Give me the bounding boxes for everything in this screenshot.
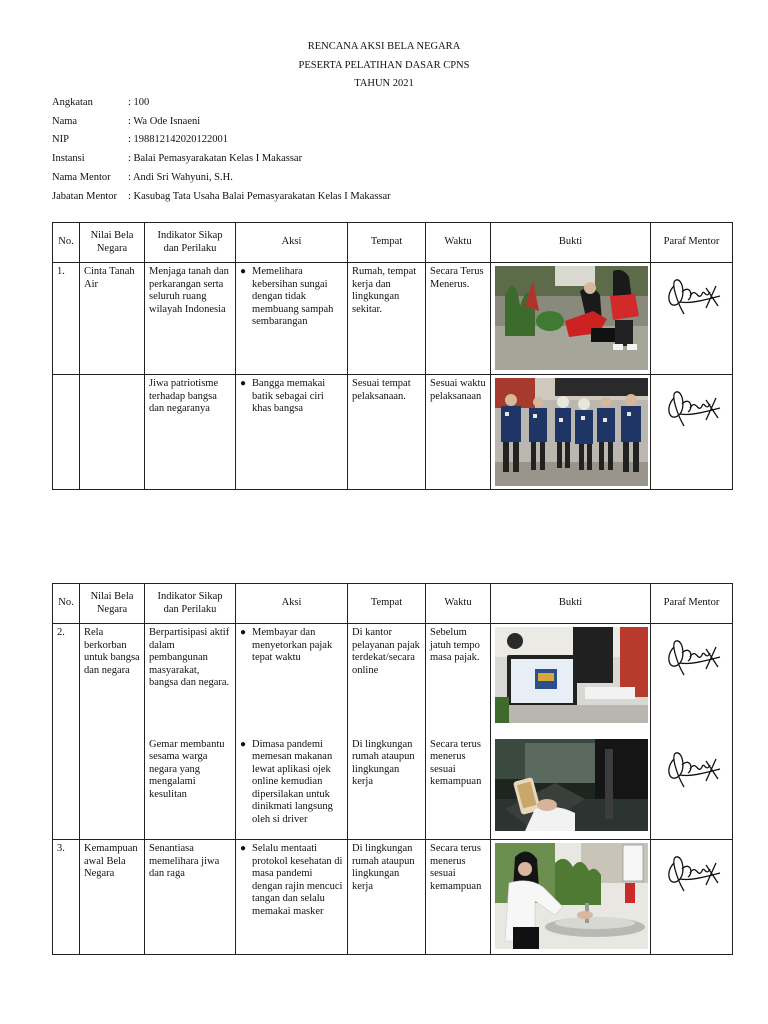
cell-waktu: Sesuai waktu pelaksanaan <box>426 375 491 490</box>
cell-paraf <box>651 840 733 955</box>
table-row <box>53 840 733 955</box>
cell-aksi: ● Memelihara kebersihan sungai dengan tidak membuang sampah sembarangan <box>236 263 348 375</box>
cell-aksi: ● Dimasa pandemi memesan makanan lewat aplikasi ojek online kemudian dipersilakan untuk dinikmati langsung oleh si driver <box>236 736 348 840</box>
doc-title: RENCANA AKSI BELA NEGARA <box>307 41 461 52</box>
cell-indikator: Berpartisipasi aktif dalam pembangunan masyarakat, bangsa dan negara. <box>145 624 236 736</box>
cell-no: 2. <box>53 624 80 840</box>
cell-tempat: Di lingkungan rumah ataupun lingkungan kerja <box>348 736 426 840</box>
cell-tempat: Di lingkungan rumah ataupun lingkungan kerja <box>348 840 426 955</box>
photo-group-batik <box>495 378 648 486</box>
col-paraf: Paraf Mentor <box>651 223 733 263</box>
cell-nilai: Cinta Tanah Air <box>80 263 145 375</box>
cell-tempat: Rumah, tempat kerja dan lingkungan sekitar. <box>348 263 426 375</box>
cell-bukti <box>491 263 651 375</box>
cell-aksi: ● Selalu mentaati protokol kesehatan di masa pandemi dengan rajin mencuci tangan dan selalu memakai masker <box>236 840 348 955</box>
col-tempat: Tempat <box>348 584 426 624</box>
bullet-icon: ● <box>240 378 247 389</box>
signature-icon <box>660 843 724 899</box>
cell-no: 3. <box>53 840 80 955</box>
cell-waktu: Secara terus menerus sesuai kemampuan <box>426 736 491 840</box>
cell-nilai: Kemampuan awal Bela Negara <box>80 840 145 955</box>
col-tempat: Tempat <box>348 223 426 263</box>
cell-paraf <box>651 736 733 840</box>
signature-icon <box>660 378 724 434</box>
cell-paraf <box>651 375 733 490</box>
cell-no <box>53 375 80 490</box>
info-instansi: Instansi : Balai Pemasyarakatan Kelas I Makassar <box>52 153 303 164</box>
col-no: No. <box>53 584 80 624</box>
action-table-2 <box>52 583 733 955</box>
cell-nilai: Rela berkorban untuk bangsa dan negara <box>80 624 145 840</box>
cell-paraf <box>651 263 733 375</box>
col-aksi: Aksi <box>236 584 348 624</box>
cell-aksi: ● Membayar dan menyetorkan pajak tepat waktu <box>236 624 348 736</box>
cell-bukti <box>491 624 651 736</box>
col-waktu: Waktu <box>426 584 491 624</box>
cell-indikator: Senantiasa memelihara jiwa dan raga <box>145 840 236 955</box>
col-nilai: Nilai Bela Negara <box>80 584 145 624</box>
info-nip: NIP : 198812142020122001 <box>52 134 229 145</box>
col-no: No. <box>53 223 80 263</box>
table-header <box>53 223 733 263</box>
cell-no: 1. <box>53 263 80 375</box>
table-row <box>53 375 733 490</box>
cell-bukti <box>491 840 651 955</box>
col-nilai: Nilai Bela Negara <box>80 223 145 263</box>
bullet-icon: ● <box>240 627 247 638</box>
doc-year: TAHUN 2021 <box>354 78 414 89</box>
bullet-icon: ● <box>240 843 247 854</box>
col-paraf: Paraf Mentor <box>651 584 733 624</box>
photo-tax-laptop <box>495 627 648 723</box>
cell-bukti <box>491 375 651 490</box>
cell-tempat: Di kantor pelayanan pajak terdekat/secara online <box>348 624 426 736</box>
col-indikator: Indikator Sikap dan Perilaku <box>145 584 236 624</box>
cell-indikator: Gemar membantu sesama warga negara yang mengalami kesulitan <box>145 736 236 840</box>
photo-ojek-phone <box>495 739 648 831</box>
cell-bukti <box>491 736 651 840</box>
info-angkatan: Angkatan : 100 <box>52 97 150 108</box>
col-bukti: Bukti <box>491 223 651 263</box>
info-nama: Nama : Wa Ode Isnaeni <box>52 116 201 127</box>
col-indikator: Indikator Sikap dan Perilaku <box>145 223 236 263</box>
cell-tempat: Sesuai tempat pelaksanaan. <box>348 375 426 490</box>
cell-waktu: Secara terus menerus sesuai kemampuan <box>426 840 491 955</box>
photo-hand-washing <box>495 843 648 949</box>
col-aksi: Aksi <box>236 223 348 263</box>
cell-nilai <box>80 375 145 490</box>
col-waktu: Waktu <box>426 223 491 263</box>
signature-icon <box>660 266 724 322</box>
photo-cleaning-garden <box>495 266 648 370</box>
table-row <box>53 736 733 840</box>
col-bukti: Bukti <box>491 584 651 624</box>
bullet-icon: ● <box>240 266 247 277</box>
signature-icon <box>660 739 724 795</box>
info-jabatan-mentor: Jabatan Mentor : Kasubag Tata Usaha Balai Pemasyarakatan Kelas I Makassar <box>52 191 391 202</box>
cell-waktu: Secara Terus Menerus. <box>426 263 491 375</box>
cell-indikator: Menjaga tanah dan perkarangan serta seluruh ruang wilayah Indonesia <box>145 263 236 375</box>
cell-aksi: ● Bangga memakai batik sebagai ciri khas bangsa <box>236 375 348 490</box>
action-table-1 <box>52 222 733 490</box>
table-header <box>53 584 733 624</box>
cell-waktu: Sebelum jatuh tempo masa pajak. <box>426 624 491 736</box>
cell-paraf <box>651 624 733 736</box>
table-row <box>53 263 733 375</box>
doc-subtitle: PESERTA PELATIHAN DASAR CPNS <box>298 60 470 71</box>
info-mentor: Nama Mentor : Andi Sri Wahyuni, S.H. <box>52 172 233 183</box>
table-row <box>53 624 733 736</box>
bullet-icon: ● <box>240 738 247 750</box>
signature-icon <box>660 627 724 683</box>
cell-indikator: Jiwa patriotisme terhadap bangsa dan negaranya <box>145 375 236 490</box>
